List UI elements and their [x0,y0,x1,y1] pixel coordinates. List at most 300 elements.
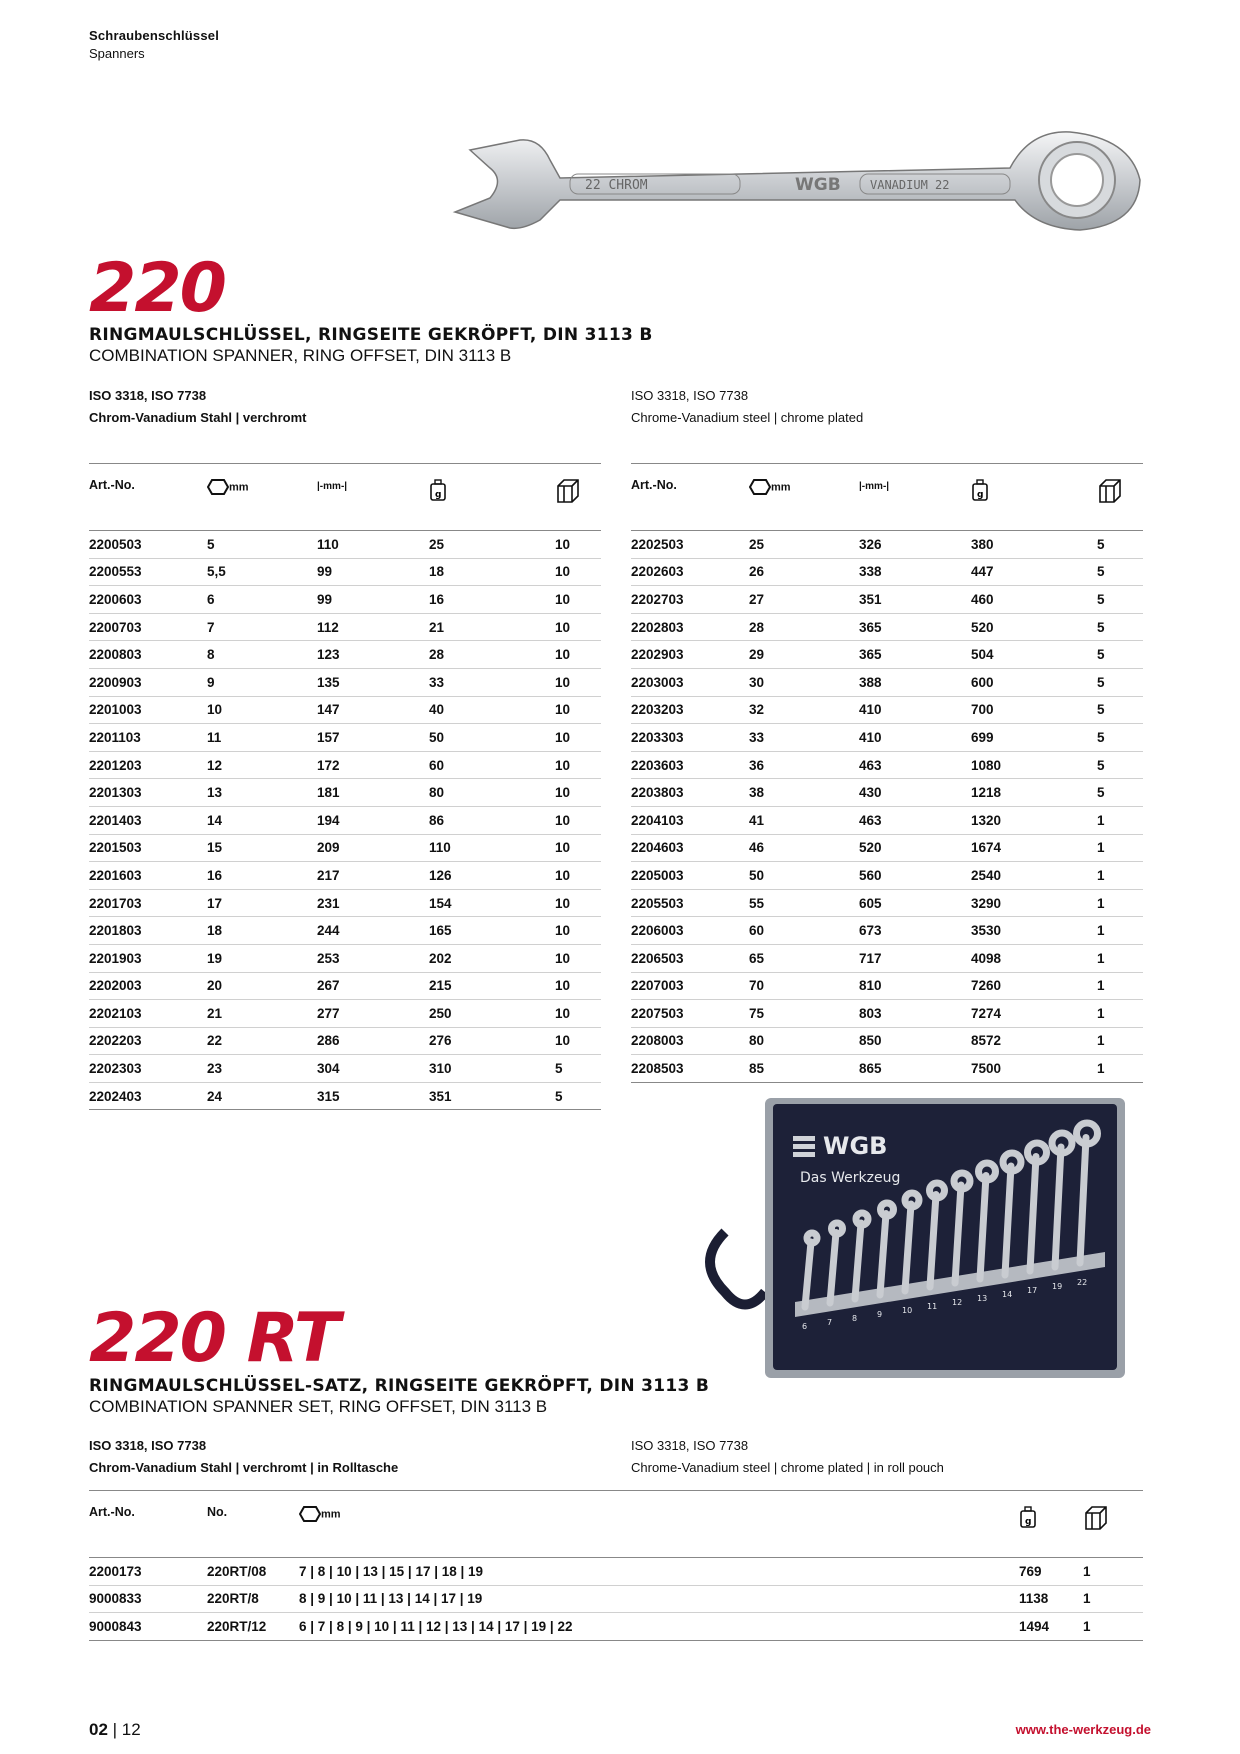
cell-weight: 276 [429,1027,555,1055]
cell-length: 430 [859,779,971,807]
pouch-size-label: 8 [852,1314,858,1323]
spec2-de-standards: ISO 3318, ISO 7738 [89,1438,207,1453]
cell-weight: 3530 [971,917,1097,945]
cell-art-no: 2207003 [631,972,749,1000]
table-row [89,724,601,752]
cell-weight: 769 [1019,1558,1083,1586]
website-link[interactable]: www.the-werkzeug.de [1015,1722,1151,1737]
cell-pack: 1 [1097,1027,1143,1055]
cell-pack: 1 [1097,1000,1143,1028]
cell-size: 25 [749,531,859,559]
cell-size: 28 [749,613,859,641]
package-icon [1097,478,1123,504]
table-row [89,641,601,669]
product2-title-en: COMBINATION SPANNER SET, RING OFFSET, DIN 3113 B [89,1397,548,1416]
cell-size: 15 [207,834,317,862]
cell-pack: 1 [1083,1613,1143,1641]
table-row [89,586,601,614]
cell-length: 338 [859,558,971,586]
cell-size: 41 [749,806,859,834]
cell-size: 16 [207,862,317,890]
cell-pack: 1 [1097,917,1143,945]
cell-pack: 5 [1097,558,1143,586]
cell-weight: 86 [429,806,555,834]
roll-pouch-image [705,1092,1135,1382]
spec-de [89,385,306,429]
table-row [89,751,601,779]
cell-weight: 202 [429,944,555,972]
cell-pack: 10 [555,806,601,834]
cell-weight: 447 [971,558,1097,586]
table-row [89,1027,601,1055]
cell-weight: 154 [429,889,555,917]
cell-art-no: 2205003 [631,862,749,890]
cell-weight: 1138 [1019,1585,1083,1613]
table-row [89,1558,1143,1586]
spec-en-material: Chrome-Vanadium steel | chrome plated [631,410,864,425]
spec-table-left [89,463,601,1110]
cell-length: 560 [859,862,971,890]
cell-length: 112 [317,613,429,641]
cell-pack: 5 [1097,696,1143,724]
cell-length: 463 [859,751,971,779]
cell-length: 110 [317,531,429,559]
cell-size: 7 [207,613,317,641]
cell-art-no: 2203603 [631,751,749,779]
cell-pack: 1 [1097,972,1143,1000]
table-row [631,641,1143,669]
cell-length: 463 [859,806,971,834]
table-row [89,806,601,834]
table-row [631,972,1143,1000]
cell-weight: 520 [971,613,1097,641]
wrench-image [450,120,1160,240]
table-row [89,889,601,917]
cell-size: 75 [749,1000,859,1028]
cell-weight: 7500 [971,1055,1097,1083]
cell-length: 123 [317,641,429,669]
cell-art-no: 2203803 [631,779,749,807]
cell-art-no: 2200173 [89,1558,207,1586]
table-row [631,862,1143,890]
cell-art-no: 2201003 [89,696,207,724]
cell-pack: 10 [555,668,601,696]
header-weight [429,464,555,531]
cell-pack: 5 [1097,724,1143,752]
cell-weight: 1494 [1019,1613,1083,1641]
cell-weight: 33 [429,668,555,696]
cell-length: 365 [859,641,971,669]
cell-length: 99 [317,586,429,614]
cell-weight: 21 [429,613,555,641]
product2-number: 220 RT [89,1299,339,1378]
cell-size: 19 [207,944,317,972]
pouch-size-label: 17 [1027,1286,1038,1295]
pouch-brand: WGB [823,1132,888,1160]
cell-size: 70 [749,972,859,1000]
pouch-size-label: 11 [927,1302,938,1311]
cell-size: 46 [749,834,859,862]
table-row [631,531,1143,559]
cell-weight: 699 [971,724,1097,752]
header-no: No. [207,1491,299,1558]
table-row [631,586,1143,614]
pouch-size-label: 9 [877,1310,883,1319]
product-title-en: COMBINATION SPANNER, RING OFFSET, DIN 3113 B [89,346,512,365]
cell-size: 9 [207,668,317,696]
cell-size: 23 [207,1055,317,1083]
table-row [89,558,601,586]
cell-weight: 7260 [971,972,1097,1000]
cell-sizes: 8 | 9 | 10 | 11 | 13 | 14 | 17 | 19 [299,1585,1019,1613]
cell-pack: 5 [1097,779,1143,807]
table-row [631,1055,1143,1083]
category-en: Spanners [89,46,145,61]
product-title-de: RINGMAULSCHLÜSSEL, RINGSEITE GEKRÖPFT, DIN 3113 B [89,325,653,345]
header-size: mm [749,464,859,531]
cell-art-no: 2202103 [89,1000,207,1028]
cell-pack: 5 [555,1082,601,1110]
hex-nut-icon [299,1505,321,1523]
cell-pack: 1 [1097,806,1143,834]
table-row [631,917,1143,945]
cell-weight: 700 [971,696,1097,724]
cell-pack: 5 [1097,668,1143,696]
table-row [89,779,601,807]
cell-art-no: 2202903 [631,641,749,669]
table-row [89,1055,601,1083]
table-row [89,834,601,862]
cell-size: 55 [749,889,859,917]
table-row [89,1000,601,1028]
cell-size: 60 [749,917,859,945]
spec-de-standards: ISO 3318, ISO 7738 [89,388,207,403]
cell-weight: 351 [429,1082,555,1110]
cell-art-no: 2203003 [631,668,749,696]
cell-art-no: 2202003 [89,972,207,1000]
cell-pack: 10 [555,696,601,724]
cell-length: 135 [317,668,429,696]
cell-art-no: 2202503 [631,531,749,559]
table-row [89,944,601,972]
cell-weight: 2540 [971,862,1097,890]
spec2-en [631,1435,944,1479]
cell-pack: 10 [555,1000,601,1028]
cell-art-no: 2207503 [631,1000,749,1028]
cell-weight: 1320 [971,806,1097,834]
cell-sizes: 6 | 7 | 8 | 9 | 10 | 11 | 12 | 13 | 14 | 17 | 19 | 22 [299,1613,1019,1641]
page-number: 02 | 12 [89,1720,141,1739]
cell-length: 172 [317,751,429,779]
pouch-size-label: 19 [1052,1282,1063,1291]
cell-length: 410 [859,696,971,724]
cell-weight: 50 [429,724,555,752]
cell-length: 717 [859,944,971,972]
cell-size: 24 [207,1082,317,1110]
cell-art-no: 2201203 [89,751,207,779]
cell-pack: 5 [1097,751,1143,779]
weight-icon [1019,1505,1037,1529]
cell-art-no: 2200903 [89,668,207,696]
svg-text:g: g [435,490,442,500]
cell-size: 32 [749,696,859,724]
spec-table-right [631,463,1143,1083]
cell-length: 157 [317,724,429,752]
cell-length: 181 [317,779,429,807]
pouch-size-label: 10 [902,1306,913,1315]
table-row [89,1585,1143,1613]
cell-size: 33 [749,724,859,752]
cell-pack: 5 [555,1055,601,1083]
table-row [631,613,1143,641]
cell-art-no: 2206003 [631,917,749,945]
header-sizes: mm [299,1491,1019,1558]
table-row [631,834,1143,862]
cell-size: 5 [207,531,317,559]
table-row [631,724,1143,752]
table-row [631,1000,1143,1028]
cell-size: 8 [207,641,317,669]
cell-length: 99 [317,558,429,586]
cell-art-no: 2202703 [631,586,749,614]
cell-art-no: 2201703 [89,889,207,917]
cell-length: 850 [859,1027,971,1055]
cell-size: 17 [207,889,317,917]
cell-pack: 10 [555,613,601,641]
cell-weight: 40 [429,696,555,724]
table-row [89,1082,601,1110]
table-header [89,464,601,531]
cell-size: 13 [207,779,317,807]
cell-weight: 7274 [971,1000,1097,1028]
table-row [89,917,601,945]
cell-pack: 1 [1097,862,1143,890]
cell-pack: 10 [555,751,601,779]
cell-sizes: 7 | 8 | 10 | 13 | 15 | 17 | 18 | 19 [299,1558,1019,1586]
hex-nut-icon [207,478,229,496]
table-row [631,1027,1143,1055]
cell-pack: 1 [1097,889,1143,917]
cell-weight: 16 [429,586,555,614]
cell-size: 85 [749,1055,859,1083]
cell-pack: 10 [555,889,601,917]
cell-art-no: 9000833 [89,1585,207,1613]
cell-pack: 5 [1097,531,1143,559]
cell-set-no: 220RT/12 [207,1613,299,1641]
pouch-size-label: 22 [1077,1278,1088,1287]
cell-size: 14 [207,806,317,834]
table-row [631,779,1143,807]
cell-weight: 215 [429,972,555,1000]
cell-art-no: 2202203 [89,1027,207,1055]
cell-weight: 1674 [971,834,1097,862]
cell-art-no: 2200703 [89,613,207,641]
table-header [89,1491,1143,1558]
table-row [631,558,1143,586]
cell-art-no: 2201903 [89,944,207,972]
cell-art-no: 2206503 [631,944,749,972]
cell-set-no: 220RT/08 [207,1558,299,1586]
cell-size: 21 [207,1000,317,1028]
cell-length: 147 [317,696,429,724]
cell-size: 50 [749,862,859,890]
cell-length: 326 [859,531,971,559]
table-row [89,531,601,559]
header-pack [1097,464,1143,531]
cell-size: 5,5 [207,558,317,586]
cell-weight: 460 [971,586,1097,614]
pouch-size-label: 14 [1002,1290,1013,1299]
cell-art-no: 2203303 [631,724,749,752]
table-row [631,944,1143,972]
table-row [89,972,601,1000]
cell-pack: 10 [555,531,601,559]
cell-pack: 10 [555,834,601,862]
cell-art-no: 2201403 [89,806,207,834]
header-weight [971,464,1097,531]
cell-pack: 10 [555,862,601,890]
header-art-no: Art.-No. [631,464,749,531]
table-row [89,696,601,724]
header-weight [1019,1491,1083,1558]
cell-art-no: 2201803 [89,917,207,945]
header-length: |-mm-| [859,464,971,531]
cell-art-no: 2204103 [631,806,749,834]
cell-size: 22 [207,1027,317,1055]
cell-weight: 3290 [971,889,1097,917]
cell-pack: 10 [555,779,601,807]
cell-pack: 1 [1097,834,1143,862]
cell-weight: 18 [429,558,555,586]
cell-size: 27 [749,586,859,614]
cell-art-no: 2201103 [89,724,207,752]
cell-length: 388 [859,668,971,696]
cell-length: 673 [859,917,971,945]
table-row [89,1613,1143,1641]
package-icon [555,478,581,504]
product2-title-de: RINGMAULSCHLÜSSEL-SATZ, RINGSEITE GEKRÖPFT, DIN 3113 B [89,1376,710,1396]
cell-art-no: 2202403 [89,1082,207,1110]
table-row [631,751,1143,779]
cell-length: 244 [317,917,429,945]
table-row [89,668,601,696]
table-row [89,613,601,641]
cell-weight: 110 [429,834,555,862]
cell-size: 38 [749,779,859,807]
cell-weight: 504 [971,641,1097,669]
cell-pack: 10 [555,972,601,1000]
cell-length: 810 [859,972,971,1000]
svg-text:g: g [1025,1517,1032,1527]
spec-en [631,385,863,429]
cell-size: 30 [749,668,859,696]
cell-art-no: 2203203 [631,696,749,724]
cell-pack: 10 [555,586,601,614]
category-de: Schraubenschlüssel [89,28,220,43]
cell-size: 6 [207,586,317,614]
cell-weight: 600 [971,668,1097,696]
table-header [631,464,1143,531]
cell-pack: 10 [555,1027,601,1055]
wrench-right-text: VANADIUM 22 [870,178,950,192]
table-row [631,696,1143,724]
header-pack [1083,1491,1143,1558]
wrench-brand: WGB [795,175,841,195]
table-row [89,862,601,890]
cell-pack: 10 [555,558,601,586]
cell-pack: 5 [1097,586,1143,614]
cell-size: 20 [207,972,317,1000]
header-size: mm [207,464,317,531]
cell-length: 605 [859,889,971,917]
cell-art-no: 2204603 [631,834,749,862]
header-art-no: Art.-No. [89,1491,207,1558]
cell-art-no: 2200503 [89,531,207,559]
cell-weight: 25 [429,531,555,559]
header-pack [555,464,601,531]
table-row [631,806,1143,834]
cell-size: 65 [749,944,859,972]
cell-weight: 80 [429,779,555,807]
cell-length: 865 [859,1055,971,1083]
cell-art-no: 2202303 [89,1055,207,1083]
cell-size: 29 [749,641,859,669]
cell-pack: 1 [1083,1558,1143,1586]
svg-text:g: g [977,490,984,500]
cell-length: 365 [859,613,971,641]
cell-length: 231 [317,889,429,917]
cell-art-no: 2202603 [631,558,749,586]
package-icon [1083,1505,1109,1531]
cell-length: 286 [317,1027,429,1055]
cell-size: 80 [749,1027,859,1055]
cell-pack: 10 [555,917,601,945]
cell-art-no: 2208503 [631,1055,749,1083]
cell-pack: 5 [1097,613,1143,641]
cell-weight: 250 [429,1000,555,1028]
cell-length: 520 [859,834,971,862]
cell-weight: 310 [429,1055,555,1083]
cell-art-no: 2201303 [89,779,207,807]
spec-de-material: Chrom-Vanadium Stahl | verchromt [89,410,307,425]
cell-length: 410 [859,724,971,752]
cell-length: 209 [317,834,429,862]
weight-icon [971,478,989,502]
cell-art-no: 2201603 [89,862,207,890]
cell-pack: 1 [1083,1585,1143,1613]
pouch-size-label: 7 [827,1318,833,1327]
cell-art-no: 2200603 [89,586,207,614]
cell-weight: 1218 [971,779,1097,807]
pouch-size-label: 12 [952,1298,963,1307]
table-row [631,668,1143,696]
table-row [631,889,1143,917]
cell-weight: 1080 [971,751,1097,779]
spec2-en-standards: ISO 3318, ISO 7738 [631,1438,749,1453]
cell-length: 217 [317,862,429,890]
cell-art-no: 2208003 [631,1027,749,1055]
header-length: |-mm-| [317,464,429,531]
pouch-size-label: 6 [802,1322,808,1331]
weight-icon [429,478,447,502]
cell-pack: 10 [555,641,601,669]
cell-size: 18 [207,917,317,945]
cell-length: 253 [317,944,429,972]
cell-size: 10 [207,696,317,724]
pouch-slogan: Das Werkzeug [800,1170,901,1186]
cell-length: 351 [859,586,971,614]
header-art-no: Art.-No. [89,464,207,531]
